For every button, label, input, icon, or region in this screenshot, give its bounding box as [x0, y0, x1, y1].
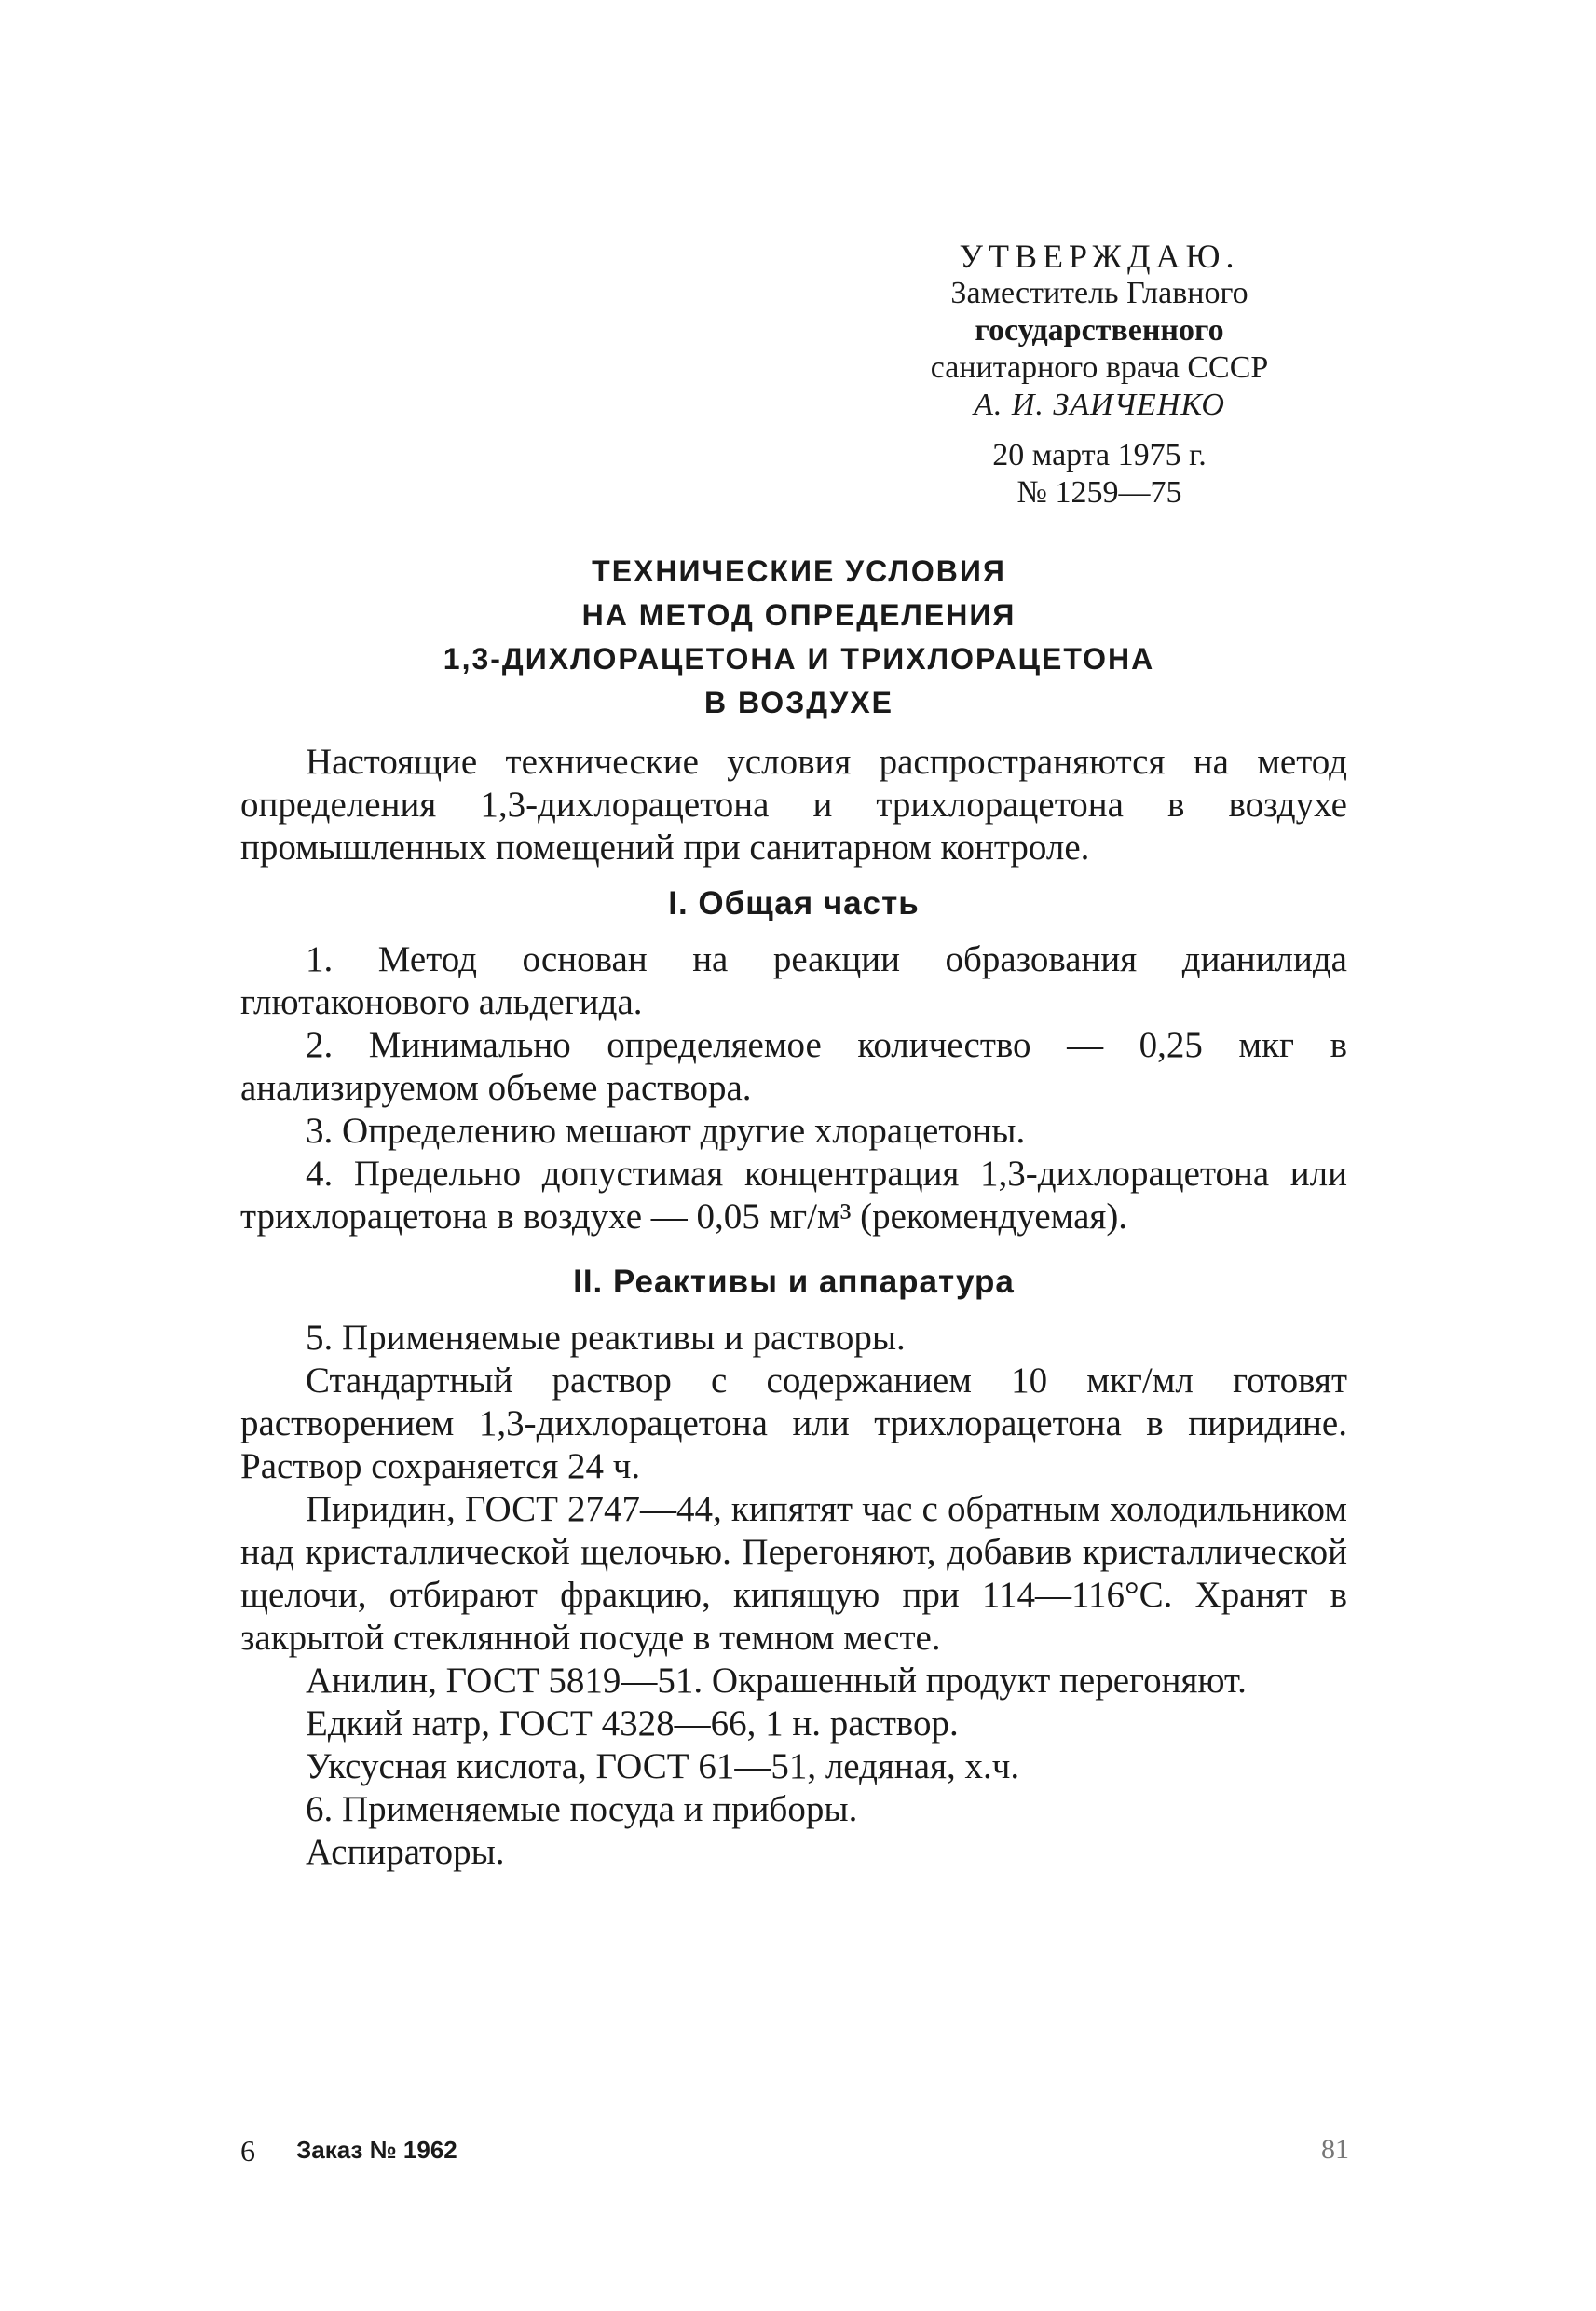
- approval-position-line1: Заместитель Главного: [950, 276, 1248, 310]
- title-line: НА МЕТОД ОПРЕДЕЛЕНИЯ: [581, 598, 1016, 632]
- title-line: ТЕХНИЧЕСКИЕ УСЛОВИЯ: [592, 554, 1006, 588]
- paragraph: Аспираторы.: [306, 1832, 505, 1872]
- approval-block: [866, 238, 1332, 512]
- paragraph: Пиридин, ГОСТ 2747—44, кипятят час с обратным холодильником над кристаллической щелочью. Перегоняют, добавив кристаллической щелочи, отбирают фракцию, кипящую при 114—116°С. Хранят в закрытой стеклянной посуде в темном месте.: [240, 1489, 1347, 1658]
- approval-position-line3: санитарного врача СССР: [930, 350, 1269, 385]
- intro-paragraph: Настоящие технические условия распространяются на метод определения 1,3-дихлорацетона и трихлорацетона в воздухе промышленных помещений при санитарном контроле.: [240, 742, 1347, 868]
- approval-date: 20 марта 1975 г.: [992, 438, 1207, 472]
- title-line: В ВОЗДУХЕ: [703, 686, 894, 719]
- page-footer: [240, 2134, 1349, 2171]
- title-line: 1,3-ДИХЛОРАЦЕТОНА И ТРИХЛОРАЦЕТОНА: [443, 642, 1155, 676]
- document-body: [240, 741, 1347, 1874]
- approval-position-line2: государственного: [975, 313, 1224, 348]
- paragraph: Анилин, ГОСТ 5819—51. Окрашенный продукт перегоняют.: [306, 1661, 1247, 1701]
- paragraph: Едкий натр, ГОСТ 4328—66, 1 н. раствор.: [306, 1703, 959, 1744]
- paragraph: Уксусная кислота, ГОСТ 61—51, ледяная, х.ч.: [306, 1746, 1020, 1786]
- approval-number: № 1259—75: [1016, 475, 1182, 510]
- document-title: [307, 550, 1290, 725]
- print-order-number: Заказ № 1962: [296, 2136, 457, 2164]
- page-number: 81: [1321, 2134, 1349, 2165]
- paragraph: 1. Метод основан на реакции образования дианилида глютаконового альдегида.: [240, 939, 1347, 1022]
- approval-word: УТВЕРЖДАЮ.: [959, 238, 1240, 275]
- approval-signatory: А. И. ЗАИЧЕНКО: [974, 388, 1225, 422]
- section-heading-general: I. Общая часть: [668, 885, 920, 922]
- paragraph: Стандартный раствор с содержанием 10 мкг/мл готовят растворением 1,3-дихлорацетона или трихлорацетона в пиридине. Раствор сохраняется 24 ч.: [240, 1361, 1347, 1486]
- paragraph: 6. Применяемые посуда и приборы.: [306, 1789, 858, 1829]
- section-heading-reagents: II. Реактивы и аппаратура: [573, 1264, 1015, 1300]
- paragraph: 4. Предельно допустимая концентрация 1,3-дихлорацетона или трихлорацетона в воздухе — 0,05 мг/м³ (рекомендуемая).: [240, 1154, 1347, 1237]
- paragraph: 3. Определению мешают другие хлорацетоны.: [306, 1111, 1026, 1151]
- paragraph: 5. Применяемые реактивы и растворы.: [306, 1318, 906, 1358]
- signature-marker: 6: [240, 2134, 255, 2167]
- paragraph: 2. Минимально определяемое количество — 0,25 мкг в анализируемом объеме раствора.: [240, 1025, 1347, 1108]
